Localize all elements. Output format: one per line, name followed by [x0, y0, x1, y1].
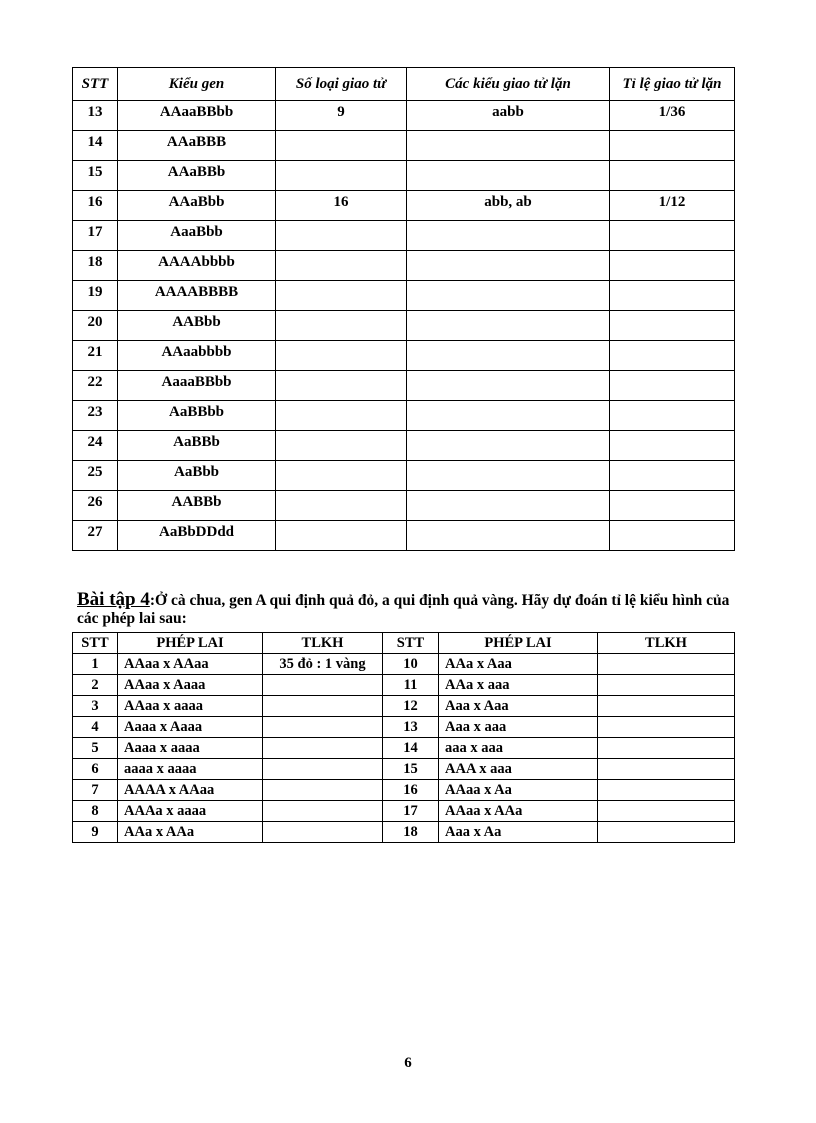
cell-stt: 17 [73, 221, 118, 251]
page-number: 6 [404, 1055, 412, 1071]
cell-recessive-ratio [610, 311, 735, 341]
cell-genotype: AaaaBBbb [118, 371, 276, 401]
cell-phenotype-ratio [263, 801, 383, 822]
cell-genotype: AaBbb [118, 461, 276, 491]
cell-stt: 6 [73, 759, 118, 780]
table-row [73, 311, 735, 341]
cell-stt: 5 [73, 738, 118, 759]
cell-phenotype-ratio [263, 717, 383, 738]
table-row [73, 654, 735, 675]
cell-stt: 18 [73, 251, 118, 281]
cell-recessive-gametes [407, 341, 610, 371]
cell-genotype: AAaBbb [118, 191, 276, 221]
cell-genotype: AAAAbbbb [118, 251, 276, 281]
cell-recessive-gametes [407, 491, 610, 521]
header-stt: STT [73, 68, 118, 101]
table-row [73, 759, 735, 780]
cell-cross: AAAA x AAaa [118, 780, 263, 801]
table-row [73, 371, 735, 401]
cell-stt: 19 [73, 281, 118, 311]
table-row [73, 717, 735, 738]
cell-cross: AAaa x AAa [439, 801, 598, 822]
exercise-4-label: Bài tập 4 [77, 589, 150, 610]
cell-recessive-gametes [407, 521, 610, 551]
cell-cross: Aaaa x aaaa [118, 738, 263, 759]
cell-phenotype-ratio [263, 822, 383, 843]
cell-gamete-count [276, 461, 407, 491]
cell-cross: AAaa x Aaaa [118, 675, 263, 696]
cell-recessive-ratio [610, 461, 735, 491]
cross-phenotype-table [72, 632, 735, 843]
cell-genotype: AAaaBBbb [118, 101, 276, 131]
cell-stt: 25 [73, 461, 118, 491]
cell-genotype: AaaBbb [118, 221, 276, 251]
table-row [73, 221, 735, 251]
cell-recessive-gametes [407, 281, 610, 311]
exercise-4-text-continued: các phép lai sau: [77, 610, 187, 627]
cell-phenotype-ratio [598, 696, 735, 717]
cell-phenotype-ratio [598, 822, 735, 843]
cell-gamete-count [276, 251, 407, 281]
cell-stt: 15 [383, 759, 439, 780]
header-genotype: Kiểu gen [118, 68, 276, 101]
cell-genotype: AAaBBb [118, 161, 276, 191]
cell-recessive-gametes [407, 161, 610, 191]
cell-cross: AAa x Aaa [439, 654, 598, 675]
cell-cross: AAa x AAa [118, 822, 263, 843]
cell-recessive-ratio [610, 341, 735, 371]
cell-genotype: AaBBbb [118, 401, 276, 431]
cell-genotype: AAaBBB [118, 131, 276, 161]
cell-stt: 13 [383, 717, 439, 738]
table-row [73, 491, 735, 521]
cell-phenotype-ratio [598, 675, 735, 696]
cell-cross: AAAa x aaaa [118, 801, 263, 822]
cell-recessive-ratio [610, 131, 735, 161]
table-row [73, 161, 735, 191]
cell-genotype: AAAABBBB [118, 281, 276, 311]
header-stt: STT [383, 633, 439, 654]
cell-stt: 2 [73, 675, 118, 696]
cell-cross: Aaa x aaa [439, 717, 598, 738]
cell-recessive-ratio [610, 401, 735, 431]
cell-stt: 18 [383, 822, 439, 843]
cell-stt: 14 [383, 738, 439, 759]
cell-cross: AAa x aaa [439, 675, 598, 696]
cell-recessive-ratio [610, 251, 735, 281]
cell-recessive-gametes [407, 251, 610, 281]
cell-cross: aaaa x aaaa [118, 759, 263, 780]
cell-phenotype-ratio [598, 717, 735, 738]
cell-cross: Aaaa x Aaaa [118, 717, 263, 738]
cell-stt: 27 [73, 521, 118, 551]
cell-cross: AAA x aaa [439, 759, 598, 780]
cell-stt: 7 [73, 780, 118, 801]
exercise-4-heading [77, 589, 747, 629]
table-row [73, 780, 735, 801]
cell-genotype: AABbb [118, 311, 276, 341]
cell-genotype: AaBbDDdd [118, 521, 276, 551]
cell-cross: aaa x aaa [439, 738, 598, 759]
cell-genotype: AABBb [118, 491, 276, 521]
cell-recessive-ratio [610, 431, 735, 461]
cell-stt: 10 [383, 654, 439, 675]
cell-stt: 3 [73, 696, 118, 717]
cell-stt: 15 [73, 161, 118, 191]
cell-gamete-count [276, 161, 407, 191]
header-recessive-ratio: Tỉ lệ giao tử lặn [610, 68, 735, 101]
cell-recessive-ratio [610, 491, 735, 521]
cell-gamete-count [276, 521, 407, 551]
cell-gamete-count [276, 221, 407, 251]
cell-phenotype-ratio: 35 đỏ : 1 vàng [263, 654, 383, 675]
cell-recessive-gametes [407, 311, 610, 341]
cell-phenotype-ratio [263, 675, 383, 696]
header-recessive-gametes: Các kiểu giao tử lặn [407, 68, 610, 101]
table-row [73, 738, 735, 759]
cell-gamete-count [276, 401, 407, 431]
cell-gamete-count [276, 311, 407, 341]
cell-stt: 23 [73, 401, 118, 431]
cell-gamete-count [276, 131, 407, 161]
cell-recessive-ratio: 1/36 [610, 101, 735, 131]
genotype-gamete-table [72, 67, 735, 551]
table-row [73, 675, 735, 696]
cell-gamete-count [276, 491, 407, 521]
table-row [73, 822, 735, 843]
table-row [73, 521, 735, 551]
cell-stt: 22 [73, 371, 118, 401]
cell-recessive-ratio [610, 371, 735, 401]
cell-stt: 26 [73, 491, 118, 521]
cell-stt: 9 [73, 822, 118, 843]
cell-stt: 24 [73, 431, 118, 461]
cell-stt: 8 [73, 801, 118, 822]
table-row [73, 251, 735, 281]
cell-phenotype-ratio [263, 696, 383, 717]
table-header-row [73, 68, 735, 101]
header-cross: PHÉP LAI [439, 633, 598, 654]
cell-gamete-count: 9 [276, 101, 407, 131]
cell-gamete-count [276, 281, 407, 311]
cell-recessive-gametes [407, 371, 610, 401]
cell-recessive-ratio [610, 221, 735, 251]
cell-recessive-gametes [407, 221, 610, 251]
header-stt: STT [73, 633, 118, 654]
table-row [73, 281, 735, 311]
table-row [73, 191, 735, 221]
exercise-4-text: :Ở cà chua, gen A qui định quả đỏ, a qui định quả vàng. Hãy dự đoán tỉ lệ kiểu hình của [149, 592, 730, 609]
table-row [73, 461, 735, 491]
table-row [73, 801, 735, 822]
cell-recessive-gametes: abb, ab [407, 191, 610, 221]
cell-stt: 21 [73, 341, 118, 371]
cell-stt: 16 [383, 780, 439, 801]
table-header-row [73, 633, 735, 654]
cell-stt: 16 [73, 191, 118, 221]
cell-gamete-count [276, 341, 407, 371]
header-phenotype-ratio: TLKH [263, 633, 383, 654]
cell-cross: AAaa x aaaa [118, 696, 263, 717]
cell-gamete-count [276, 371, 407, 401]
cell-phenotype-ratio [598, 801, 735, 822]
cell-recessive-gametes [407, 431, 610, 461]
cell-phenotype-ratio [598, 780, 735, 801]
cell-phenotype-ratio [263, 780, 383, 801]
cell-recessive-gametes [407, 131, 610, 161]
cell-recessive-ratio: 1/12 [610, 191, 735, 221]
cell-cross: AAaa x Aa [439, 780, 598, 801]
cell-phenotype-ratio [263, 738, 383, 759]
cell-recessive-ratio [610, 281, 735, 311]
cell-stt: 1 [73, 654, 118, 675]
cell-stt: 13 [73, 101, 118, 131]
table-row [73, 696, 735, 717]
cell-cross: AAaa x AAaa [118, 654, 263, 675]
table-row [73, 131, 735, 161]
cell-recessive-ratio [610, 521, 735, 551]
cell-phenotype-ratio [598, 738, 735, 759]
cell-gamete-count [276, 431, 407, 461]
cell-genotype: AaBBb [118, 431, 276, 461]
cell-stt: 20 [73, 311, 118, 341]
cell-cross: Aaa x Aa [439, 822, 598, 843]
cell-gamete-count: 16 [276, 191, 407, 221]
cell-cross: Aaa x Aaa [439, 696, 598, 717]
cell-recessive-gametes [407, 401, 610, 431]
cell-stt: 14 [73, 131, 118, 161]
cell-phenotype-ratio [598, 759, 735, 780]
cell-genotype: AAaabbbb [118, 341, 276, 371]
table-row [73, 101, 735, 131]
header-cross: PHÉP LAI [118, 633, 263, 654]
cell-stt: 17 [383, 801, 439, 822]
cell-stt: 4 [73, 717, 118, 738]
table-row [73, 401, 735, 431]
cell-recessive-gametes [407, 461, 610, 491]
header-phenotype-ratio: TLKH [598, 633, 735, 654]
table-row [73, 431, 735, 461]
cell-stt: 11 [383, 675, 439, 696]
header-gamete-count: Số loại giao tử [276, 68, 407, 101]
cell-phenotype-ratio [598, 654, 735, 675]
cell-phenotype-ratio [263, 759, 383, 780]
table-row [73, 341, 735, 371]
cell-recessive-gametes: aabb [407, 101, 610, 131]
cell-stt: 12 [383, 696, 439, 717]
cell-recessive-ratio [610, 161, 735, 191]
